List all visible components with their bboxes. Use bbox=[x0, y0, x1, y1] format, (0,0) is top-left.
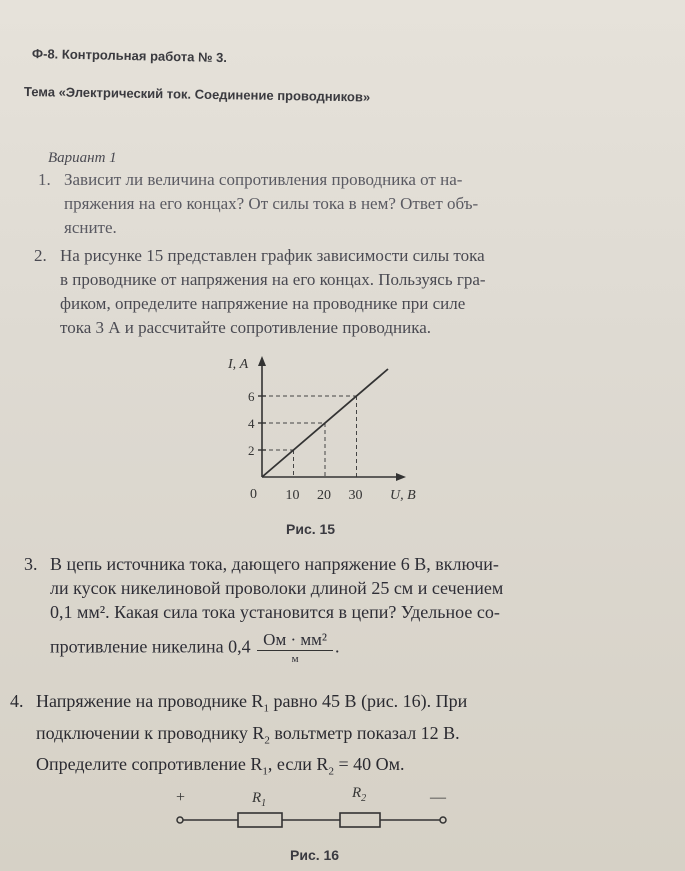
question-number: 2. bbox=[34, 246, 47, 265]
question-text-line: В цепь источника тока, дающего напряжение 6 В, включи- bbox=[50, 554, 499, 574]
x-tick-label: 10 bbox=[285, 488, 300, 503]
question-text-line: тока 3 А и рассчитайте сопротивление проводника. bbox=[60, 318, 432, 337]
y-tick-label: 2 bbox=[248, 443, 255, 458]
question-text-line: ли кусок никелиновой проволоки длиной 25 см и сечением bbox=[50, 578, 504, 598]
subscript: 1 bbox=[262, 765, 268, 778]
subscript: 1 bbox=[263, 702, 269, 715]
y-axis-arrow-icon bbox=[258, 356, 266, 366]
question-text-line: Зависит ли величина сопротивления проводника от на- bbox=[64, 170, 463, 189]
question-1 bbox=[38, 168, 638, 240]
question-text-fragment: равно 45 В (рис. 16). При bbox=[268, 691, 468, 711]
resistor-r2-label: $R_2$ bbox=[352, 785, 367, 804]
x-tick-label: 20 bbox=[317, 488, 331, 503]
question-text-fragment: Напряжение на проводнике R bbox=[36, 691, 264, 711]
resistivity-fraction bbox=[257, 630, 333, 667]
worksheet-title: Ф-8. Контрольная работа № 3. bbox=[31, 46, 228, 66]
question-4 bbox=[10, 689, 670, 784]
x-axis-arrow-icon bbox=[396, 473, 406, 481]
minus-terminal-label: — bbox=[430, 789, 446, 806]
x-axis-label: U, В bbox=[390, 488, 416, 503]
minus-terminal-icon bbox=[440, 817, 446, 823]
question-text-fragment: . bbox=[334, 636, 340, 657]
question-number: 3. bbox=[24, 554, 38, 574]
figure-16-circuit bbox=[168, 780, 468, 840]
question-text-fragment: , если R bbox=[267, 754, 329, 775]
resistor-r1-label: $R_1$ bbox=[252, 790, 267, 809]
question-text-line: На рисунке 15 представлен график зависимости силы тока bbox=[60, 246, 485, 265]
question-number: 4. bbox=[10, 691, 24, 711]
resistor-r2-icon bbox=[340, 813, 380, 827]
question-text-fragment: Определите сопротивление R bbox=[36, 754, 263, 775]
subscript: 2 bbox=[328, 765, 334, 778]
figure-16-caption: Рис. 16 bbox=[290, 847, 340, 863]
question-2 bbox=[34, 244, 644, 340]
question-text-line: пряжения на его концах? От силы тока в нем? Ответ объ- bbox=[64, 194, 479, 213]
question-text-line: в проводнике от напряжения на его концах. Пользуясь гра- bbox=[60, 270, 486, 289]
y-axis-label: I, А bbox=[228, 357, 249, 372]
figure-15-caption: Рис. 15 bbox=[286, 521, 336, 537]
question-text-line: фиком, определите напряжение на проводнике при силе bbox=[60, 294, 466, 313]
x-tick-label: 30 bbox=[348, 488, 363, 503]
figure-15-graph bbox=[222, 352, 442, 512]
subscript: 2 bbox=[264, 734, 270, 747]
question-text-fragment: противление никелина 0,4 bbox=[50, 636, 251, 657]
question-number: 1. bbox=[38, 170, 51, 189]
variant-label: Вариант 1 bbox=[48, 150, 117, 166]
question-3 bbox=[24, 552, 664, 667]
question-text-fragment: подключении к проводнику R bbox=[36, 722, 265, 743]
origin-label: 0 bbox=[250, 487, 257, 502]
worksheet-topic: Тема «Электрический ток. Соединение проводников» bbox=[23, 84, 371, 105]
plus-terminal-label: + bbox=[176, 789, 186, 806]
fraction-numerator: Ом · мм² bbox=[257, 630, 333, 651]
question-text-line: ясните. bbox=[64, 218, 117, 237]
question-text-fragment: вольтметр показал 12 В. bbox=[269, 722, 460, 743]
fraction-denominator: м bbox=[291, 653, 299, 665]
plus-terminal-icon bbox=[177, 817, 183, 823]
question-text-line: 0,1 мм². Какая сила тока установится в цепи? Удельное со- bbox=[50, 602, 500, 622]
y-tick-label: 4 bbox=[248, 416, 255, 431]
resistor-r1-icon bbox=[238, 813, 282, 827]
question-text-fragment: = 40 Ом. bbox=[333, 754, 405, 775]
y-tick-label: 6 bbox=[248, 389, 255, 404]
